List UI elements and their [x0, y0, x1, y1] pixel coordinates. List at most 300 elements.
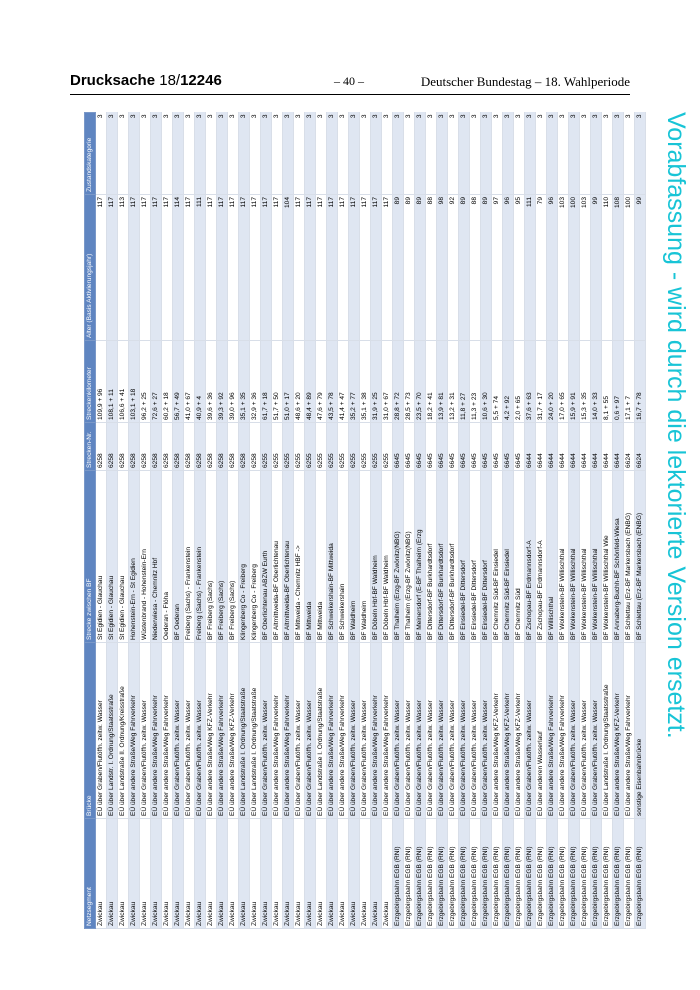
- table-cell: BF Thalheim (Erzg-BF Zwönitz(NBG): [404, 471, 415, 643]
- table-cell: 6255: [294, 423, 305, 471]
- table-cell: 41,0 + 67: [184, 341, 195, 423]
- table-cell: 3: [195, 113, 206, 195]
- table-row: [459, 113, 470, 929]
- table-cell: 6258: [140, 423, 151, 471]
- table-cell: 3: [118, 113, 129, 195]
- doc-prefix: 18/: [159, 72, 181, 89]
- bridge-table: [84, 112, 646, 929]
- table-cell: BF Oederan: [173, 471, 184, 643]
- table-cell: 3: [492, 113, 503, 195]
- table-cell: EÜ über andere Straße/Weg KFZ-Verkehr: [503, 643, 514, 819]
- table-cell: 6258: [206, 423, 217, 471]
- table-cell: BF Zschopau-BF Erdmannsdorf-A: [525, 471, 536, 643]
- table-cell: 6645: [404, 423, 415, 471]
- table-cell: BF Einsiedel-BF Dittersdorf: [470, 471, 481, 643]
- table-cell: EÜ über andere Straße/Weg Fahrverkehr: [327, 643, 338, 819]
- table-cell: BF Chemnitz Süd-BF Einsiedel: [503, 471, 514, 643]
- table-cell: 3: [107, 113, 118, 195]
- table-cell: Zwickau: [140, 819, 151, 929]
- table-cell: 28,8 + 72: [393, 341, 404, 423]
- table-cell: BF Wolkenstein-BF Willischthal Wie: [602, 471, 613, 643]
- table-cell: 35,2 + 77: [349, 341, 360, 423]
- table-cell: 103: [580, 195, 591, 341]
- table-cell: 89: [404, 195, 415, 341]
- table-cell: EÜ über anderen Wasserlauf: [536, 643, 547, 819]
- table-cell: 3: [184, 113, 195, 195]
- table-cell: 37,6 + 63: [525, 341, 536, 423]
- table-cell: BF Meinersdorf (E-BF Thalheim (Erzg: [415, 471, 426, 643]
- table-cell: EÜ über andere Straße/Weg KFZ-Verkehr: [514, 643, 525, 819]
- column-header: Streckenkilometer: [85, 341, 96, 423]
- table-cell: 3: [173, 113, 184, 195]
- table-cell: 15,9 + 91: [569, 341, 580, 423]
- table-cell: Zwickau: [382, 819, 393, 929]
- table-cell: 117: [327, 195, 338, 341]
- table-cell: 103,1 + 18: [129, 341, 140, 423]
- table-cell: 6644: [602, 423, 613, 471]
- table-cell: 100: [569, 195, 580, 341]
- table-cell: 6644: [580, 423, 591, 471]
- table-cell: EÜ über Graben/Flutöffn. zeitw. Wasser: [415, 643, 426, 819]
- table-cell: 99: [635, 195, 646, 341]
- table-cell: Freiberg (Sachs) - Frankenstein: [195, 471, 206, 643]
- column-header: Alter (Basis Aktivierungsjahr): [85, 195, 96, 341]
- table-cell: EÜ über andere Straße/Weg Fahrverkehr: [272, 643, 283, 819]
- table-row: [327, 113, 338, 929]
- table-cell: 43,5 + 78: [327, 341, 338, 423]
- table-cell: 3: [283, 113, 294, 195]
- table-cell: Erzgebirgsbahn EGB (RNI): [624, 819, 635, 929]
- table-cell: 13,2 + 31: [448, 341, 459, 423]
- table-cell: 117: [107, 195, 118, 341]
- table-cell: EÜ über Landstraße II. Ordnung/Kreisstraße: [118, 643, 129, 819]
- table-cell: BF Zschopau-BF Erdmannsdorf-A: [536, 471, 547, 643]
- table-row: [580, 113, 591, 929]
- table-cell: 32,9 + 36: [250, 341, 261, 423]
- table-cell: 3: [382, 113, 393, 195]
- table-cell: Zwickau: [195, 819, 206, 929]
- table-cell: Oederan - Flöha: [162, 471, 173, 643]
- table-cell: 41,4 + 47: [338, 341, 349, 423]
- table-cell: EÜ über Landstraße I. Ordnung/Staatsstraße: [602, 643, 613, 819]
- table-cell: 60,2 + 18: [162, 341, 173, 423]
- table-row: [514, 113, 525, 929]
- table-cell: Zwickau: [360, 819, 371, 929]
- table-cell: Zwickau: [162, 819, 173, 929]
- table-cell: EÜ über Graben/Flutöffn. zeitw. Wasser: [569, 643, 580, 819]
- table-cell: 6644: [569, 423, 580, 471]
- table-cell: 3: [569, 113, 580, 195]
- table-cell: EÜ über andere Straße/Weg Fahrverkehr: [558, 643, 569, 819]
- table-cell: 3: [140, 113, 151, 195]
- table-cell: 3: [393, 113, 404, 195]
- table-row: [525, 113, 536, 929]
- table-cell: EÜ über Graben/Flutöffn. zeitw. Wasser: [481, 643, 492, 819]
- table-cell: BF Altmittweida-BF Oberlichtenau: [283, 471, 294, 643]
- table-row: [360, 113, 371, 929]
- table-cell: 117: [184, 195, 195, 341]
- table-cell: 117: [162, 195, 173, 341]
- table-cell: 95: [514, 195, 525, 341]
- table-cell: Zwickau: [305, 819, 316, 929]
- table-cell: BF Freiberg (Sachs): [228, 471, 239, 643]
- table-cell: 113: [118, 195, 129, 341]
- table-cell: 3: [327, 113, 338, 195]
- table-cell: BF Chemnitz Süd-BF Einsiedel: [492, 471, 503, 643]
- table-row: [437, 113, 448, 929]
- table-cell: 6255: [261, 423, 272, 471]
- table-cell: 31,7 + 17: [536, 341, 547, 423]
- table-cell: EÜ über Graben/Flutöffn. zeitw. Wasser: [96, 643, 107, 819]
- table-cell: 40,9 + 4: [195, 341, 206, 423]
- table-cell: 106,6 + 41: [118, 341, 129, 423]
- table-cell: EÜ über andere Straße/Weg Fahrverkehr: [162, 643, 173, 819]
- table-cell: 88: [470, 195, 481, 341]
- table-cell: Zwickau: [294, 819, 305, 929]
- table-cell: Zwickau: [129, 819, 140, 929]
- table-cell: 3: [404, 113, 415, 195]
- table-cell: 39,0 + 96: [228, 341, 239, 423]
- table-cell: 72,6 + 27: [151, 341, 162, 423]
- table-cell: EÜ über Graben/Flutöffn. zeitw. Wasser: [404, 643, 415, 819]
- table-cell: 3: [547, 113, 558, 195]
- table-cell: 6258: [129, 423, 140, 471]
- table-cell: 114: [173, 195, 184, 341]
- table-row: [558, 113, 569, 929]
- table-cell: Erzgebirgsbahn EGB (RNI): [558, 819, 569, 929]
- table-cell: Zwickau: [184, 819, 195, 929]
- table-cell: Zwickau: [316, 819, 327, 929]
- table-row: [195, 113, 206, 929]
- table-cell: Erzgebirgsbahn EGB (RNI): [481, 819, 492, 929]
- table-cell: 2,0 + 65: [514, 341, 525, 423]
- table-cell: BF Wolkenstein-BF Willischthal: [558, 471, 569, 643]
- table-cell: Zwickau: [371, 819, 382, 929]
- table-cell: 6258: [96, 423, 107, 471]
- table-row: [228, 113, 239, 929]
- table-cell: EÜ über Graben/Flutöffn. zeitw. Wasser: [195, 643, 206, 819]
- table-cell: Wüstenbrand - Hohenstein-Ern: [140, 471, 151, 643]
- table-cell: 6645: [415, 423, 426, 471]
- table-cell: EÜ über Graben/Flutöffn. zeitw. Wasser: [349, 643, 360, 819]
- table-cell: Zwickau: [173, 819, 184, 929]
- table-cell: 96: [503, 195, 514, 341]
- table-cell: EÜ über Graben/Flutöffn. zeitw. Wasser: [173, 643, 184, 819]
- table-cell: Erzgebirgsbahn EGB (RNI): [536, 819, 547, 929]
- table-cell: EÜ über Graben/Flutöffn. zeitw. Wasser: [525, 643, 536, 819]
- table-cell: 3: [305, 113, 316, 195]
- table-cell: 48,4 + 89: [305, 341, 316, 423]
- table-cell: Erzgebirgsbahn EGB (RNI): [547, 819, 558, 929]
- table-cell: 6258: [184, 423, 195, 471]
- table-cell: 3: [635, 113, 646, 195]
- table-cell: 6255: [316, 423, 327, 471]
- column-header: Netzsegment: [85, 819, 96, 929]
- table-cell: 6644: [591, 423, 602, 471]
- doc-number: 12246: [180, 72, 222, 89]
- table-row: [624, 113, 635, 929]
- table-cell: 51,0 + 17: [283, 341, 294, 423]
- table-cell: BF Einsiedel-BF Dittersdorf: [481, 471, 492, 643]
- table-cell: 3: [316, 113, 327, 195]
- table-cell: 6255: [371, 423, 382, 471]
- table-cell: 6624: [635, 423, 646, 471]
- table-cell: Zwickau: [206, 819, 217, 929]
- parliament-label: Deutscher Bundestag – 18. Wahlperiode: [420, 74, 630, 89]
- table-row: [316, 113, 327, 929]
- table-cell: EÜ über Graben/Flutöffn. zeitw. Wasser: [591, 643, 602, 819]
- table-row: [448, 113, 459, 929]
- table-row: [272, 113, 283, 929]
- column-header: Zustandskategorie: [85, 113, 96, 195]
- table-cell: 3: [415, 113, 426, 195]
- table-cell: 117: [96, 195, 107, 341]
- table-cell: BF Mittweida: [305, 471, 316, 643]
- table-cell: 6255: [338, 423, 349, 471]
- table-cell: 117: [382, 195, 393, 341]
- table-cell: EÜ über andere Straße/Weg KFZ-Verkehr: [492, 643, 503, 819]
- table-cell: 4,2 + 92: [503, 341, 514, 423]
- table-cell: 89: [481, 195, 492, 341]
- table-cell: 6255: [272, 423, 283, 471]
- table-cell: 47,6 + 79: [316, 341, 327, 423]
- table-cell: 117: [360, 195, 371, 341]
- table-cell: 6645: [437, 423, 448, 471]
- table-cell: 6255: [305, 423, 316, 471]
- table-cell: 109,9 + 96: [96, 341, 107, 423]
- table-cell: BF Thalheim (Erzg-BF Zwönitz(NBG): [393, 471, 404, 643]
- table-cell: 23,5 + 70: [415, 341, 426, 423]
- table-cell: Erzgebirgsbahn EGB (RNI): [415, 819, 426, 929]
- table-cell: Erzgebirgsbahn EGB (RNI): [492, 819, 503, 929]
- table-cell: 3: [151, 113, 162, 195]
- table-cell: BF Dittersdorf-BF Burkhardtsdorf: [437, 471, 448, 643]
- table-row: [536, 113, 547, 929]
- table-cell: 117: [338, 195, 349, 341]
- table-cell: Zwickau: [217, 819, 228, 929]
- table-cell: 117: [228, 195, 239, 341]
- table-cell: Erzgebirgsbahn EGB (RNI): [635, 819, 646, 929]
- table-cell: 6624: [624, 423, 635, 471]
- table-cell: Zwickau: [96, 819, 107, 929]
- table-cell: 6644: [525, 423, 536, 471]
- table-row: [415, 113, 426, 929]
- table-cell: Zwickau: [327, 819, 338, 929]
- table-cell: 3: [514, 113, 525, 195]
- document-number: [70, 72, 222, 89]
- table-cell: EÜ über andere Straße/Weg Fahrverkehr: [371, 643, 382, 819]
- table-cell: 110: [602, 195, 613, 341]
- table-cell: 6258: [162, 423, 173, 471]
- table-cell: 6645: [426, 423, 437, 471]
- page-number: – 40 –: [334, 74, 364, 88]
- table-cell: sonstige Eisenbahnbrücke: [635, 643, 646, 819]
- table-cell: 6645: [448, 423, 459, 471]
- table-cell: 6644: [547, 423, 558, 471]
- table-cell: 6645: [492, 423, 503, 471]
- bridge-table-container: [84, 113, 643, 929]
- table-cell: EÜ über Graben/Flutöffn. zeitw. Wasser: [184, 643, 195, 819]
- table-cell: BF Waldheim: [349, 471, 360, 643]
- table-cell: EÜ über Landstr. I. Ordnung/Staatsstraße: [107, 643, 118, 819]
- table-cell: 31,9 + 25: [371, 341, 382, 423]
- table-cell: Klingenberg Co - Freiberg: [250, 471, 261, 643]
- table-cell: EÜ über andere Straße/Weg Fahrverkehr: [151, 643, 162, 819]
- table-cell: 6258: [151, 423, 162, 471]
- table-cell: 117: [239, 195, 250, 341]
- table-cell: EÜ über Landstraße I. Ordnung/Staatstraße: [316, 643, 327, 819]
- table-cell: EÜ über Landstraße I. Ordnung/Staatstraße: [239, 643, 250, 819]
- table-cell: EÜ über andere Straße/Weg Fahrverkehr: [547, 643, 558, 819]
- header-rule: [70, 94, 630, 95]
- table-cell: 5,5 + 74: [492, 341, 503, 423]
- table-cell: EÜ über Graben/Flutöffn. zeitw. Wasser: [393, 643, 404, 819]
- table-cell: 35,1 + 38: [360, 341, 371, 423]
- table-cell: BF Schweikershain: [338, 471, 349, 643]
- table-cell: 11,3 + 23: [470, 341, 481, 423]
- table-cell: 11,8 + 27: [459, 341, 470, 423]
- table-cell: 39,3 + 92: [217, 341, 228, 423]
- table-cell: 3: [613, 113, 624, 195]
- table-row: [283, 113, 294, 929]
- table-cell: Erzgebirgsbahn EGB (RNI): [602, 819, 613, 929]
- table-cell: 3: [371, 113, 382, 195]
- table-cell: Erzgebirgsbahn EGB (RNI): [459, 819, 470, 929]
- table-cell: EÜ über andere Straße/Weg Fahrverkehr: [217, 643, 228, 819]
- table-cell: 117: [305, 195, 316, 341]
- table-cell: 16,7 + 78: [635, 341, 646, 423]
- table-cell: 6644: [536, 423, 547, 471]
- table-cell: 3: [426, 113, 437, 195]
- column-header: Brücke: [85, 643, 96, 819]
- table-cell: 35,1 + 35: [239, 341, 250, 423]
- table-cell: 117: [140, 195, 151, 341]
- column-header: Strecken-Nr.: [85, 423, 96, 471]
- table-cell: 17,0 + 65: [558, 341, 569, 423]
- table-cell: 24,0 + 20: [547, 341, 558, 423]
- table-cell: St Egidien - Glauchau: [118, 471, 129, 643]
- table-cell: 28,5 + 73: [404, 341, 415, 423]
- table-cell: 117: [206, 195, 217, 341]
- table-cell: EÜ über andere Straße/Weg Fahrverkehr: [624, 643, 635, 819]
- table-cell: BF Freiberg (Sachs): [217, 471, 228, 643]
- table-cell: 3: [558, 113, 569, 195]
- table-cell: Zwickau: [349, 819, 360, 929]
- table-cell: 117: [151, 195, 162, 341]
- table-cell: BF Wolkenstein-BF Willischthal: [569, 471, 580, 643]
- table-cell: 3: [459, 113, 470, 195]
- table-cell: BF Wolkenstein-BF Willischthal: [580, 471, 591, 643]
- table-row: [129, 113, 140, 929]
- table-cell: 51,7 + 50: [272, 341, 283, 423]
- table-cell: 6258: [239, 423, 250, 471]
- table-cell: 89: [459, 195, 470, 341]
- table-cell: 108: [613, 195, 624, 341]
- table-cell: Zwickau: [338, 819, 349, 929]
- table-cell: 3: [437, 113, 448, 195]
- table-cell: 3: [217, 113, 228, 195]
- table-row: [118, 113, 129, 929]
- table-row: [107, 113, 118, 929]
- table-cell: Erzgebirgsbahn EGB (RNI): [503, 819, 514, 929]
- table-row: [613, 113, 624, 929]
- table-cell: 3: [162, 113, 173, 195]
- table-cell: Erzgebirgsbahn EGB (RNI): [514, 819, 525, 929]
- table-cell: BF Einsiedel-BF Dittersdorf: [459, 471, 470, 643]
- table-cell: 3: [272, 113, 283, 195]
- table-cell: BF Dittersdorf-BF Burkhardtsdorf: [426, 471, 437, 643]
- table-cell: 6644: [613, 423, 624, 471]
- table-cell: 6258: [107, 423, 118, 471]
- table-cell: St Egidien - Glauchau: [107, 471, 118, 643]
- table-cell: Hohenstein-Ern - St Egidien: [129, 471, 140, 643]
- table-cell: 117: [272, 195, 283, 341]
- table-cell: BF Altmittweida-BF Oberlichtenau: [272, 471, 283, 643]
- table-cell: 14,0 + 33: [591, 341, 602, 423]
- table-cell: 6645: [459, 423, 470, 471]
- table-cell: 3: [470, 113, 481, 195]
- table-cell: Erzgebirgsbahn EGB (RNI): [569, 819, 580, 929]
- table-row: [591, 113, 602, 929]
- table-row: [470, 113, 481, 929]
- table-cell: EÜ über Graben/Flutöffn. zeitw. Wasser: [360, 643, 371, 819]
- table-cell: 6258: [228, 423, 239, 471]
- table-cell: 6258: [195, 423, 206, 471]
- table-cell: EÜ über Landstraße I. Ordnung/Staatstraße: [250, 643, 261, 819]
- table-cell: EÜ über andere Straße/Weg KFZ-Verkehr: [206, 643, 217, 819]
- table-row: [96, 113, 107, 929]
- table-cell: Erzgebirgsbahn EGB (RNI): [437, 819, 448, 929]
- table-cell: 3: [96, 113, 107, 195]
- table-cell: EÜ über Graben/Flutöffn. zeitw. Wasser: [294, 643, 305, 819]
- table-row: [140, 113, 151, 929]
- table-cell: 89: [415, 195, 426, 341]
- table-cell: EÜ über Graben/Flutöffn. zeitw. Wasser: [437, 643, 448, 819]
- table-row: [338, 113, 349, 929]
- table-cell: BF Freiberg (Sachs): [206, 471, 217, 643]
- table-cell: 61,7 + 18: [261, 341, 272, 423]
- table-cell: 3: [360, 113, 371, 195]
- table-cell: 3: [525, 113, 536, 195]
- table-row: [602, 113, 613, 929]
- draft-watermark: [660, 112, 700, 892]
- table-cell: EÜ über Graben/Flutöffn. zeitw. Wasser: [426, 643, 437, 819]
- table-cell: Erzgebirgsbahn EGB (RNI): [613, 819, 624, 929]
- table-row: [404, 113, 415, 929]
- table-cell: EÜ über Graben/Flutöffn. zeitw. Wasser: [470, 643, 481, 819]
- table-cell: 6645: [470, 423, 481, 471]
- table-row: [217, 113, 228, 929]
- table-cell: EÜ über andere Straße/Weg KFZ-Verkehr: [228, 643, 239, 819]
- table-cell: BF Mittweida - Chemnitz HBF ->: [294, 471, 305, 643]
- table-cell: St Egidien - Glauchau: [96, 471, 107, 643]
- table-cell: 6258: [173, 423, 184, 471]
- table-cell: Erzgebirgsbahn EGB (RNI): [470, 819, 481, 929]
- table-cell: BF Willischthal: [547, 471, 558, 643]
- table-row: [349, 113, 360, 929]
- table-row: [305, 113, 316, 929]
- table-cell: 3: [591, 113, 602, 195]
- table-cell: 6645: [514, 423, 525, 471]
- table-row: [569, 113, 580, 929]
- table-cell: 111: [525, 195, 536, 341]
- table-cell: 6258: [217, 423, 228, 471]
- table-cell: 6255: [382, 423, 393, 471]
- table-cell: 3: [602, 113, 613, 195]
- table-cell: Erzgebirgsbahn EGB (RNI): [448, 819, 459, 929]
- table-cell: EÜ über Graben/Flutöffn. zeitw. Wasser: [261, 643, 272, 819]
- table-cell: 117: [349, 195, 360, 341]
